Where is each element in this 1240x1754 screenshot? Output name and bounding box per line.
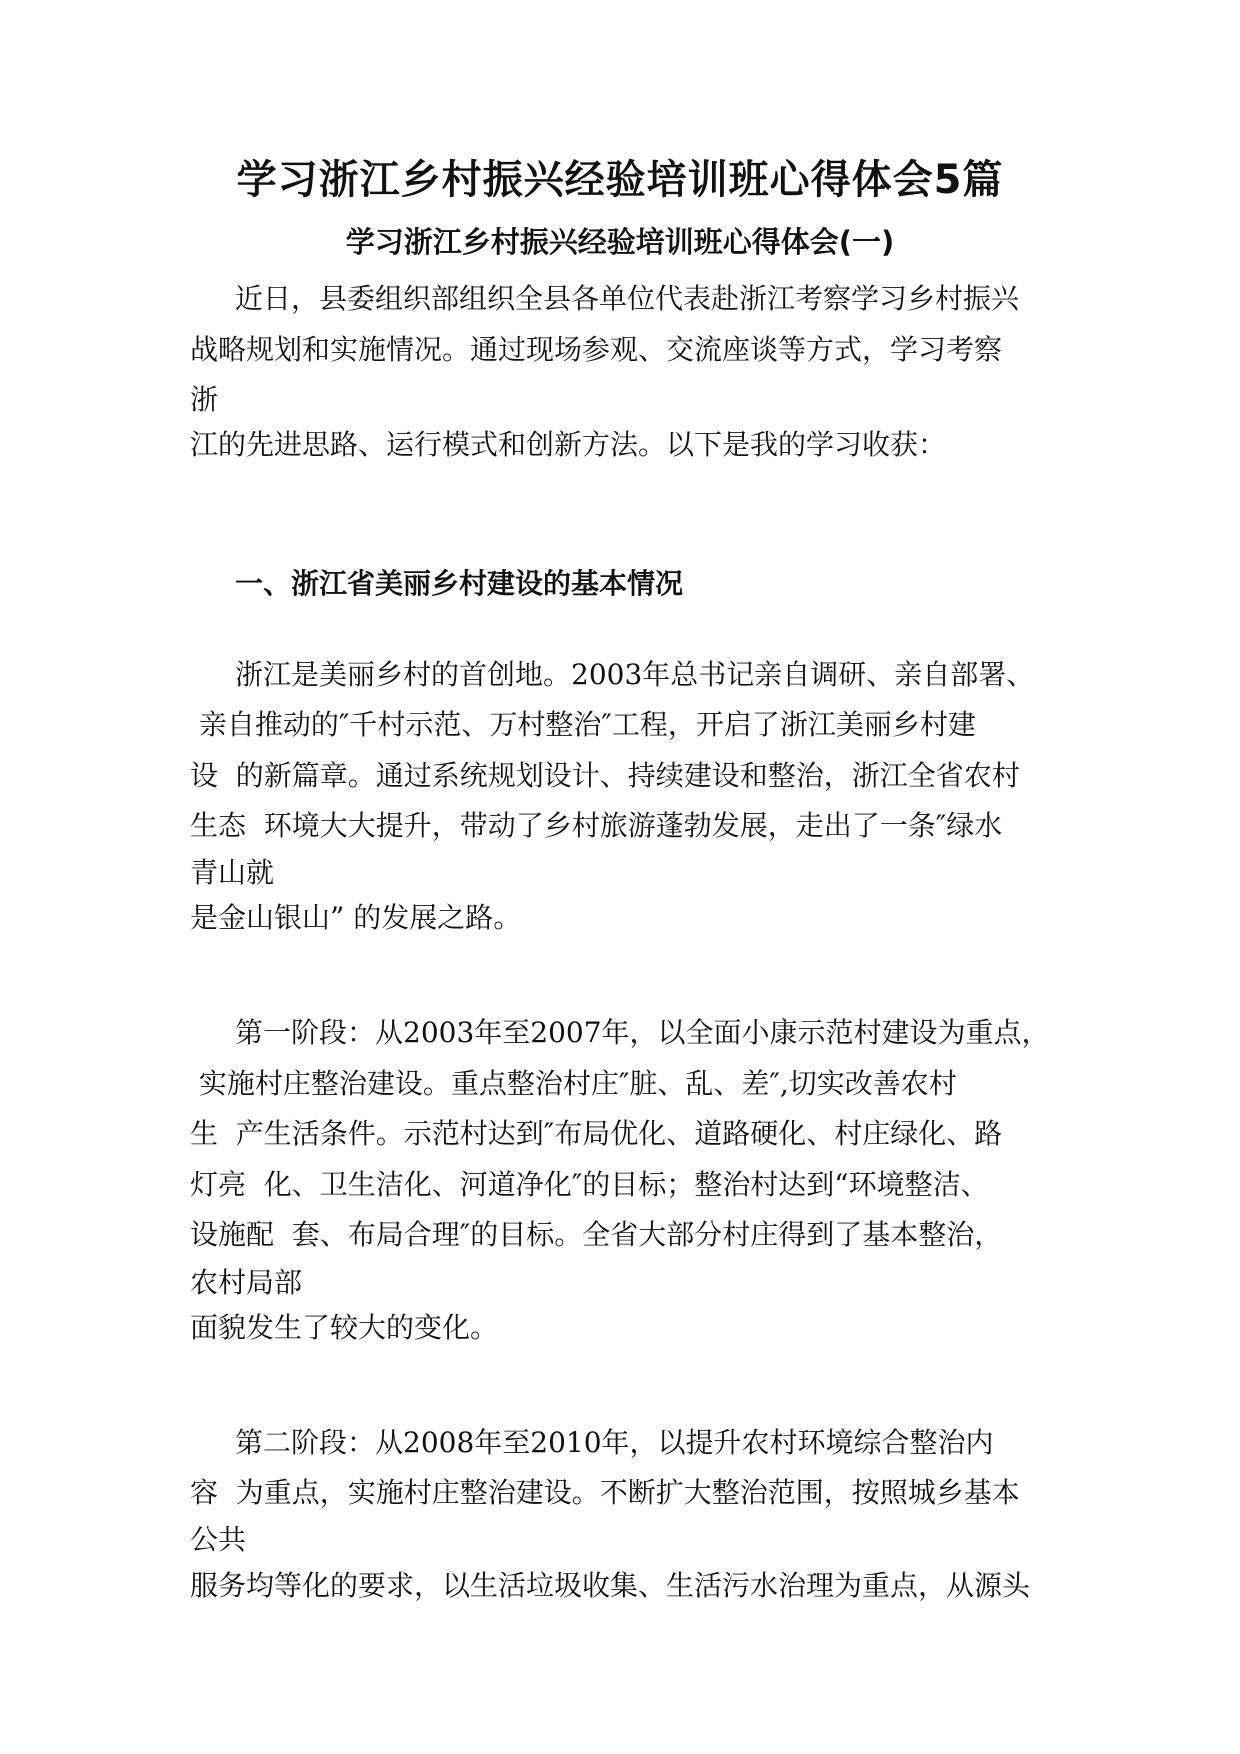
paragraph-line: 设 的新篇章。通过系统规划设计、持续建设和整治，浙江全省农村 xyxy=(190,759,1020,792)
paragraph-line: 江的先进思路、运行模式和创新方法。以下是我的学习收获： xyxy=(190,428,947,461)
paragraph-line: 面貌发生了较大的变化。 xyxy=(190,1311,499,1344)
paragraph-line: 设施配 套、布局合理″的目标。全省大部分村庄得到了基本整治， xyxy=(190,1218,1003,1251)
paragraph-line: 服务均等化的要求，以生活垃圾收集、生活污水治理为重点，从源头 xyxy=(190,1569,1031,1602)
paragraph-line: 第一阶段：从2003年至2007年，以全面小康示范村建设为重点， xyxy=(235,1016,1050,1049)
paragraph-line: 亲自推动的″千村示范、万村整治″工程，开启了浙江美丽乡村建 xyxy=(190,708,976,741)
section-heading: 一、浙江省美丽乡村建设的基本情况 xyxy=(235,567,684,600)
paragraph-line: 实施村庄整治建设。重点整治村庄″脏、乱、差″,切实改善农村 xyxy=(190,1067,957,1100)
paragraph-line: 生 产生活条件。示范村达到″布局优化、道路硬化、村庄绿化、路 xyxy=(190,1117,1003,1150)
paragraph-line: 容 为重点，实施村庄整治建设。不断扩大整治范围，按照城乡基本 xyxy=(190,1476,1020,1509)
paragraph-line: 农村局部 xyxy=(190,1266,303,1299)
paragraph-line: 是金山银山” 的发展之路。 xyxy=(190,901,522,934)
paragraph-line: 灯亮 化、卫生洁化、河道净化″的目标；整治村达到“环境整洁、 xyxy=(190,1168,989,1201)
paragraph-line: 浙 xyxy=(190,383,219,416)
paragraph-line: 生态 环境大大提升，带动了乡村旅游蓬勃发展，走出了一条″绿水 xyxy=(190,809,1003,842)
document-subtitle: 学习浙江乡村振兴经验培训班心得体会(一) xyxy=(345,225,895,259)
document-title: 学习浙江乡村振兴经验培训班心得体会5篇 xyxy=(236,157,1004,203)
paragraph-line: 近日，县委组织部组织全县各单位代表赴浙江考察学习乡村振兴 xyxy=(235,282,1020,315)
paragraph-line: 第二阶段：从2008年至2010年，以提升农村环境综合整治内 xyxy=(235,1426,994,1459)
paragraph-line: 公共 xyxy=(190,1523,247,1556)
paragraph-line: 浙江是美丽乡村的首创地。2003年总书记亲自调研、亲自部署、 xyxy=(235,658,1035,691)
paragraph-line: 青山就 xyxy=(190,856,275,889)
paragraph-line: 战略规划和实施情况。通过现场参观、交流座谈等方式，学习考察 xyxy=(190,333,1003,366)
